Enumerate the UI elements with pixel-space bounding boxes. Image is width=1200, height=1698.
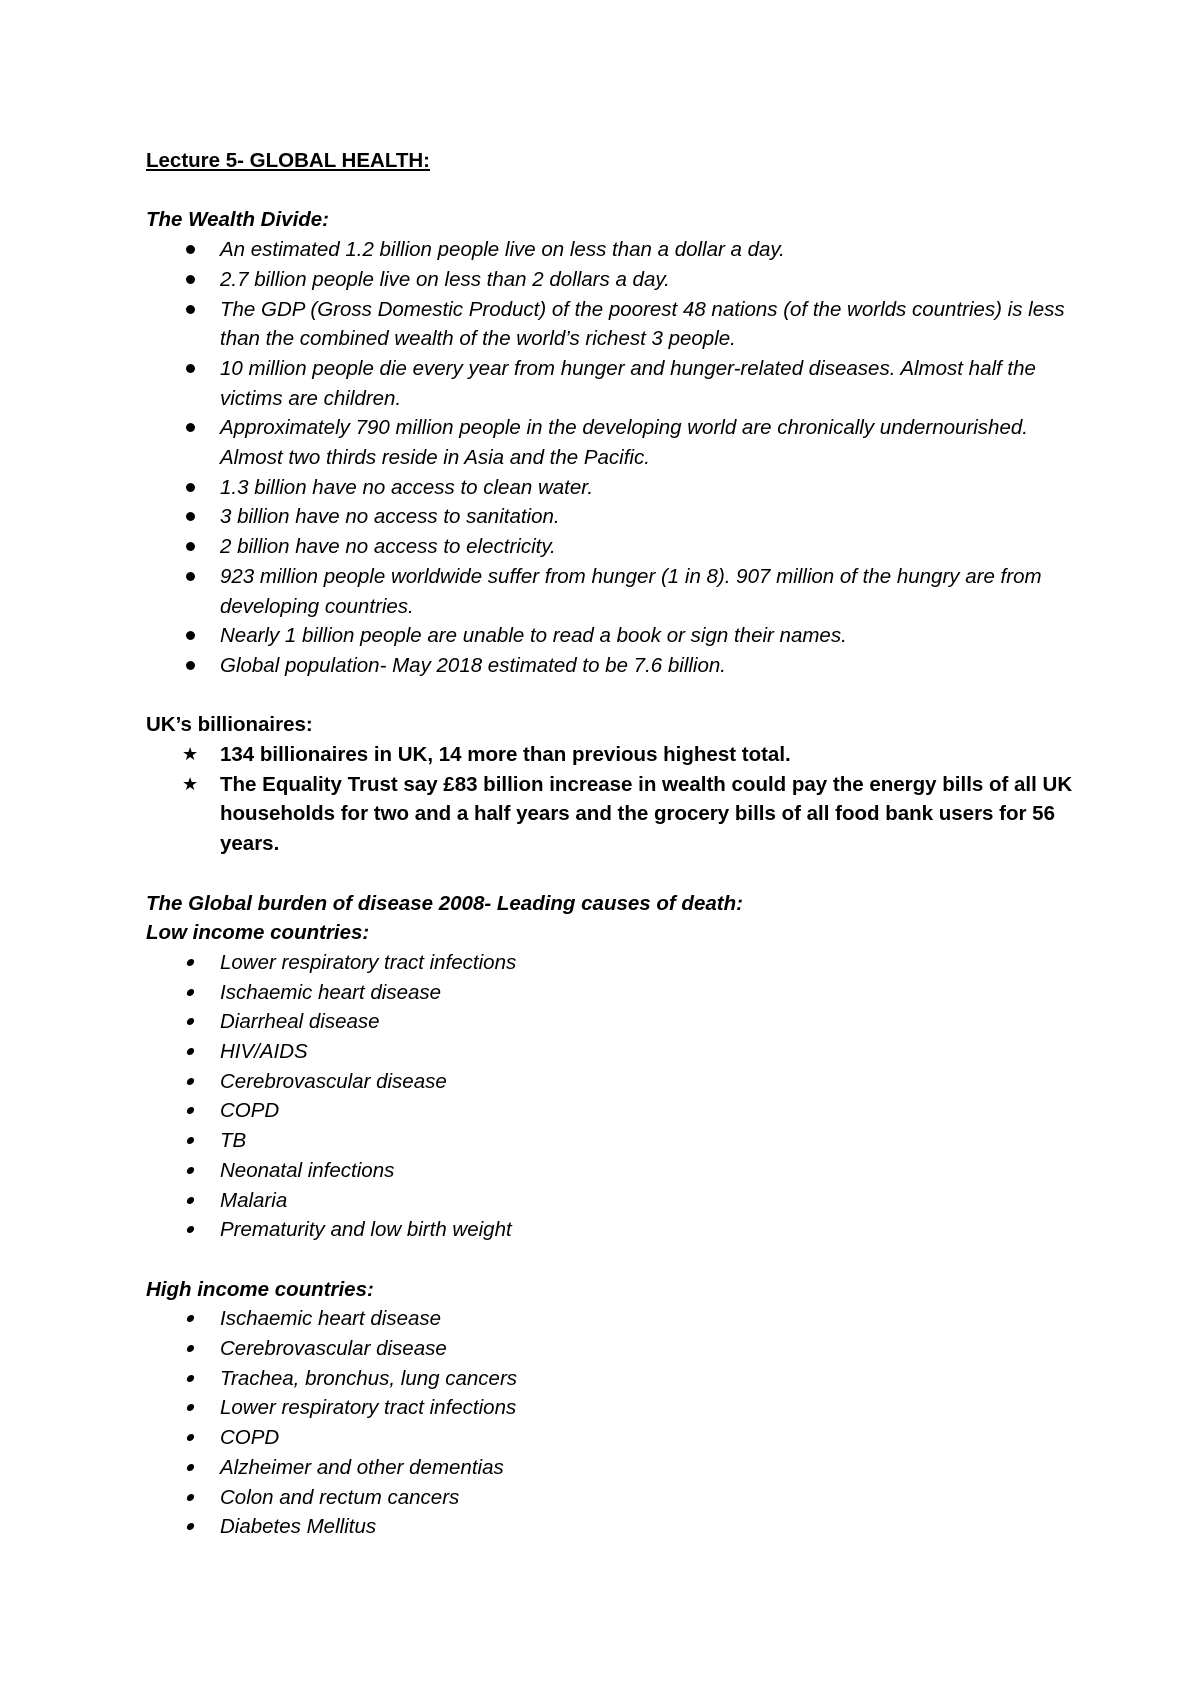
list-item-text: 923 million people worldwide suffer from hunger (1 in 8). 907 million of the hungry are from developing countries. — [220, 564, 1042, 618]
list-item — [146, 235, 1076, 265]
high-income-list — [146, 1304, 1076, 1542]
bullet-dot-icon — [186, 364, 195, 373]
list-item-text: 2 billion have no access to electricity. — [220, 535, 556, 559]
list-item-text: Ischaemic heart disease — [220, 1307, 442, 1331]
bullet-dot-icon — [186, 661, 195, 670]
bullet-dot-icon — [186, 959, 195, 966]
list-item-text: COPD — [220, 1426, 280, 1450]
list-item-text: Cerebrovascular disease — [220, 1069, 447, 1093]
list-item-text: The GDP (Gross Domestic Product) of the poorest 48 nations (of the worlds countries) is less than the combined wealth of the world’s richest 3 people. — [220, 297, 1065, 351]
list-item — [146, 770, 1076, 859]
list-item-text: 2.7 billion people live on less than 2 dollars a day. — [220, 267, 670, 291]
bullet-dot-icon — [186, 512, 195, 521]
bullet-dot-icon — [186, 1018, 195, 1025]
list-item — [146, 948, 1076, 978]
bullet-dot-icon — [186, 1197, 195, 1204]
document-title: Lecture 5- GLOBAL HEALTH: — [146, 149, 430, 172]
list-item — [146, 1512, 1076, 1542]
wealth-divide-list — [146, 235, 1076, 681]
star-bullet-icon: ★ — [182, 773, 199, 795]
list-item-text: Diabetes Mellitus — [220, 1515, 377, 1539]
list-item-text: Prematurity and low birth weight — [220, 1218, 512, 1242]
bullet-dot-icon — [186, 1137, 195, 1144]
list-item — [146, 1423, 1076, 1453]
list-item — [146, 1393, 1076, 1423]
list-item — [146, 1007, 1076, 1037]
list-item — [146, 354, 1076, 413]
list-item — [146, 978, 1076, 1008]
list-item-text: Approximately 790 million people in the developing world are chronically undernourished. Almost two thirds reside in Asia and the Pacific. — [220, 416, 1028, 470]
list-item-text: Nearly 1 billion people are unable to read a book or sign their names. — [220, 624, 847, 648]
wealth-divide-heading: The Wealth Divide: — [146, 208, 330, 232]
list-item-text: Ischaemic heart disease — [220, 980, 442, 1004]
bullet-dot-icon — [186, 1404, 195, 1411]
list-item-text: Diarrheal disease — [220, 1010, 380, 1034]
list-item-text: Colon and rectum cancers — [220, 1485, 460, 1509]
list-item-text: The Equality Trust say £83 billion increase in wealth could pay the energy bills of all UK households for two and a half years and the grocery bills of all food bank users for 56 years. — [220, 772, 1073, 856]
bullet-dot-icon — [186, 1078, 195, 1085]
bullet-dot-icon — [186, 423, 195, 432]
spacer — [146, 1245, 1076, 1275]
low-income-heading: Low income countries: — [146, 921, 370, 945]
list-item — [146, 740, 1076, 770]
list-item-text: An estimated 1.2 billion people live on less than a dollar a day. — [220, 238, 785, 262]
bullet-dot-icon — [186, 1434, 195, 1441]
list-item — [146, 532, 1076, 562]
bullet-dot-icon — [186, 1226, 195, 1233]
list-item-text: Lower respiratory tract infections — [220, 950, 517, 974]
bullet-dot-icon — [186, 1048, 195, 1055]
document-content — [146, 146, 1076, 1542]
list-item — [146, 1304, 1076, 1334]
spacer — [146, 176, 1076, 206]
bullet-dot-icon — [186, 1107, 195, 1114]
bullet-dot-icon — [186, 989, 195, 996]
list-item — [146, 1126, 1076, 1156]
list-item-text: Neonatal infections — [220, 1158, 395, 1182]
list-item — [146, 562, 1076, 621]
list-item — [146, 1037, 1076, 1067]
list-item — [146, 1186, 1076, 1216]
list-item — [146, 473, 1076, 503]
list-item — [146, 265, 1076, 295]
list-item — [146, 651, 1076, 681]
bullet-dot-icon — [186, 572, 195, 581]
list-item-text: Alzheimer and other dementias — [220, 1455, 504, 1479]
list-item — [146, 1483, 1076, 1513]
low-income-list — [146, 948, 1076, 1245]
list-item — [146, 1453, 1076, 1483]
list-item-text: Cerebrovascular disease — [220, 1337, 447, 1361]
list-item-text: Malaria — [220, 1188, 288, 1212]
list-item — [146, 295, 1076, 354]
uk-billionaires-list — [146, 740, 1076, 859]
spacer — [146, 859, 1076, 889]
list-item-text: 3 billion have no access to sanitation. — [220, 505, 560, 529]
bullet-dot-icon — [186, 631, 195, 640]
list-item — [146, 1215, 1076, 1245]
bullet-dot-icon — [186, 275, 195, 284]
spacer — [146, 681, 1076, 711]
bullet-dot-icon — [186, 245, 195, 254]
bullet-dot-icon — [186, 542, 195, 551]
list-item-text: Trachea, bronchus, lung cancers — [220, 1366, 518, 1390]
list-item-text: Lower respiratory tract infections — [220, 1396, 517, 1420]
bullet-dot-icon — [186, 1167, 195, 1174]
list-item-text: 134 billionaires in UK, 14 more than previous highest total. — [220, 743, 791, 767]
list-item — [146, 1334, 1076, 1364]
list-item-text: COPD — [220, 1099, 280, 1123]
uk-billionaires-heading: UK’s billionaires: — [146, 713, 313, 737]
global-burden-heading: The Global burden of disease 2008- Leading causes of death: — [146, 891, 743, 915]
list-item-text: 10 million people die every year from hunger and hunger-related diseases. Almost half the victims are children. — [220, 356, 1036, 410]
bullet-dot-icon — [186, 1523, 195, 1530]
list-item-text: HIV/AIDS — [220, 1040, 308, 1064]
list-item — [146, 502, 1076, 532]
list-item — [146, 413, 1076, 472]
bullet-dot-icon — [186, 1375, 195, 1382]
bullet-dot-icon — [186, 305, 195, 314]
bullet-dot-icon — [186, 483, 195, 492]
bullet-dot-icon — [186, 1494, 195, 1501]
list-item — [146, 1156, 1076, 1186]
star-bullet-icon: ★ — [182, 744, 199, 766]
list-item — [146, 1067, 1076, 1097]
high-income-heading: High income countries: — [146, 1277, 374, 1301]
list-item-text: Global population- May 2018 estimated to be 7.6 billion. — [220, 653, 726, 677]
bullet-dot-icon — [186, 1464, 195, 1471]
list-item — [146, 1096, 1076, 1126]
list-item — [146, 621, 1076, 651]
bullet-dot-icon — [186, 1315, 195, 1322]
list-item — [146, 1364, 1076, 1394]
list-item-text: 1.3 billion have no access to clean water. — [220, 475, 594, 499]
list-item-text: TB — [220, 1129, 247, 1153]
bullet-dot-icon — [186, 1345, 195, 1352]
